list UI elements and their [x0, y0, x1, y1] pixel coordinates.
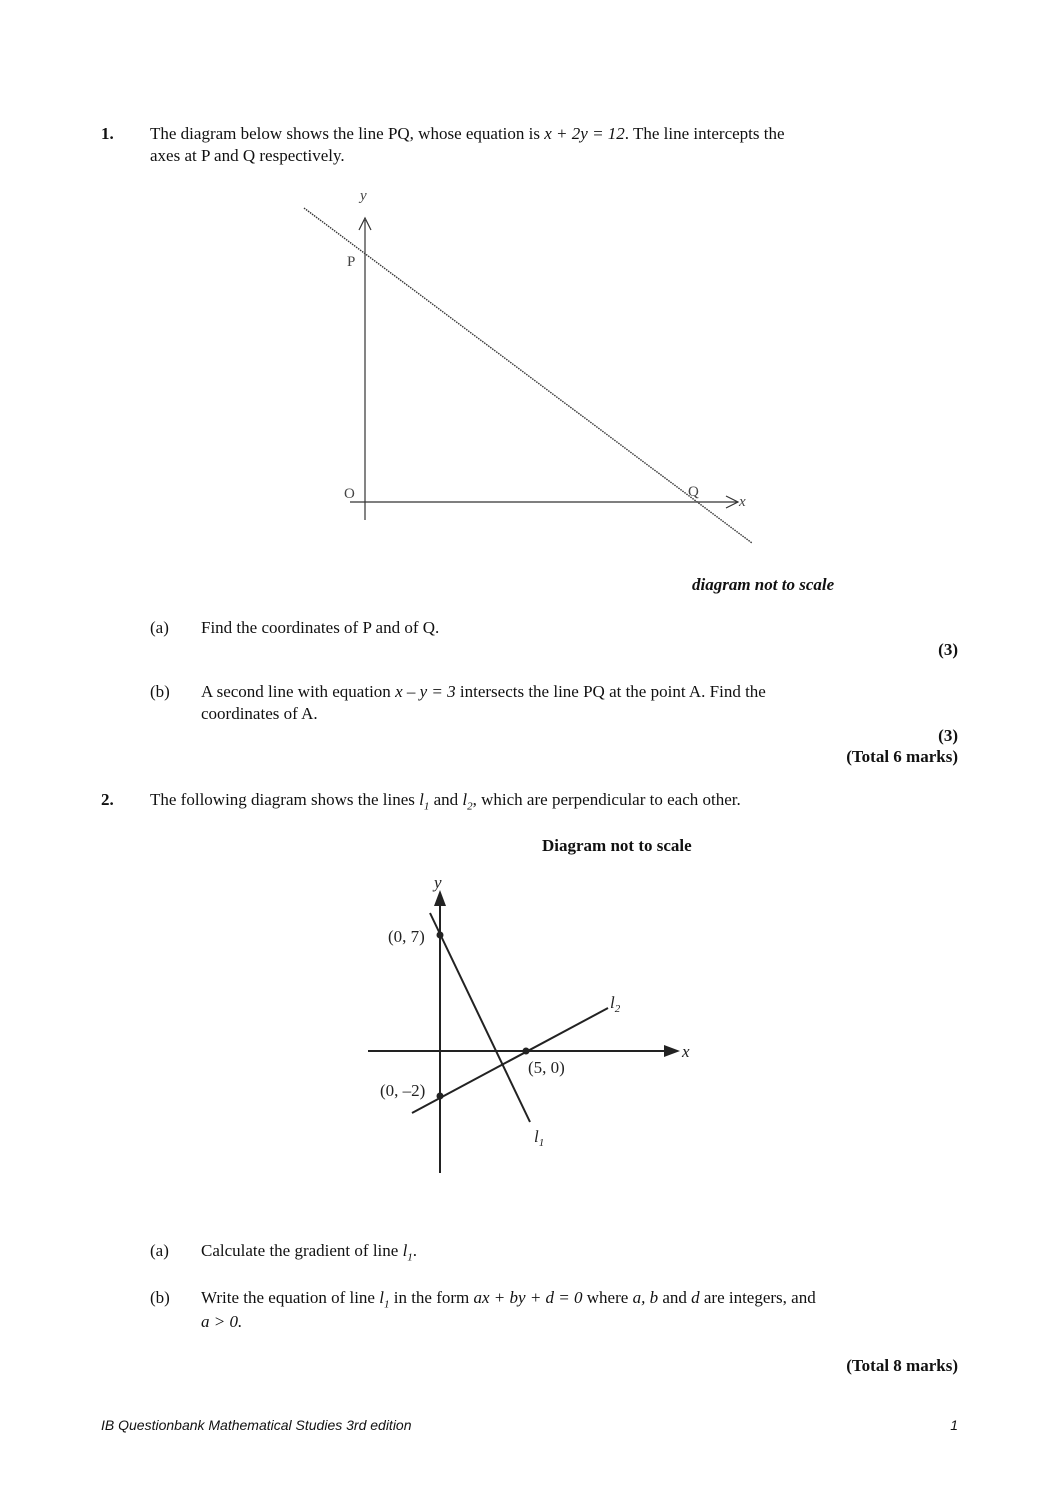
footer-source: IB Questionbank Mathematical Studies 3rd edition	[101, 1417, 412, 1433]
q1-part-b-label: (b)	[150, 682, 170, 701]
q2-y-axis-arrow	[434, 890, 446, 906]
q1-part-b-text: A second line with equation x – y = 3 intersects the line PQ at the point A. Find the coordinates of A.	[201, 682, 766, 723]
q2-point-0-7	[437, 932, 444, 939]
question-2-intro: The following diagram shows the lines $l_1$ and $l_2$, which are perpendicular to each other.	[150, 790, 741, 813]
q2-diagram-note: Diagram not to scale	[542, 836, 692, 855]
q2-x-label: x	[682, 1042, 690, 1061]
footer-page-number: 1	[950, 1417, 958, 1433]
q1-part-b-equation: x – y = 3	[395, 682, 456, 701]
q2-y-label: y	[434, 873, 442, 892]
q2-part-a-text: Calculate the gradient of line $l_1$.	[201, 1241, 418, 1264]
q2-label-l1: $l_1$	[534, 1127, 545, 1149]
q2-part-b-text: Write the equation of line $l_1$ in the form ax + by + d = 0 where a, b and d are integers, and a > 0.	[201, 1288, 816, 1332]
q1-part-a-label: (a)	[150, 618, 169, 637]
q1-label-q: Q	[688, 484, 699, 500]
q1-part-a-text: Find the coordinates of P and of Q.	[201, 618, 440, 637]
q2-label-5-0: (5, 0)	[528, 1058, 565, 1077]
q2-point-0-m2	[437, 1093, 444, 1100]
q1-total-marks: (Total 6 marks)	[846, 747, 958, 766]
q1-diagram-note: diagram not to scale	[692, 575, 835, 594]
q1-equation: x + 2y = 12	[544, 124, 625, 143]
q2-line-l1	[430, 913, 530, 1122]
q1-diagram	[290, 180, 770, 550]
q1-line-pq	[304, 208, 752, 543]
q2-label-0-m2: (0, –2)	[380, 1081, 426, 1100]
q1-part-a-marks: (3)	[938, 640, 958, 659]
q2-total-marks: (Total 8 marks)	[846, 1356, 958, 1375]
q1-part-b-marks: (3)	[938, 726, 958, 745]
q2-point-5-0	[523, 1048, 530, 1055]
q1-label-o: O	[344, 486, 355, 502]
q2-part-a-label: (a)	[150, 1241, 169, 1260]
question-2-number: 2.	[101, 790, 114, 809]
q2-label-l2: $l_2$	[610, 993, 621, 1015]
q1-label-p: P	[347, 254, 356, 270]
question-1-intro: The diagram below shows the line PQ, whose equation is x + 2y = 12. The line intercepts the axes at P and Q respectively.	[150, 124, 785, 165]
q2-part-b-label: (b)	[150, 1288, 170, 1307]
q2-x-axis-arrow	[664, 1045, 680, 1057]
q2-diagram	[350, 868, 710, 1178]
q1-x-label: x	[739, 494, 746, 510]
q1-y-label: y	[360, 188, 367, 204]
q2-label-0-7: (0, 7)	[388, 927, 425, 946]
question-1-number: 1.	[101, 124, 114, 143]
